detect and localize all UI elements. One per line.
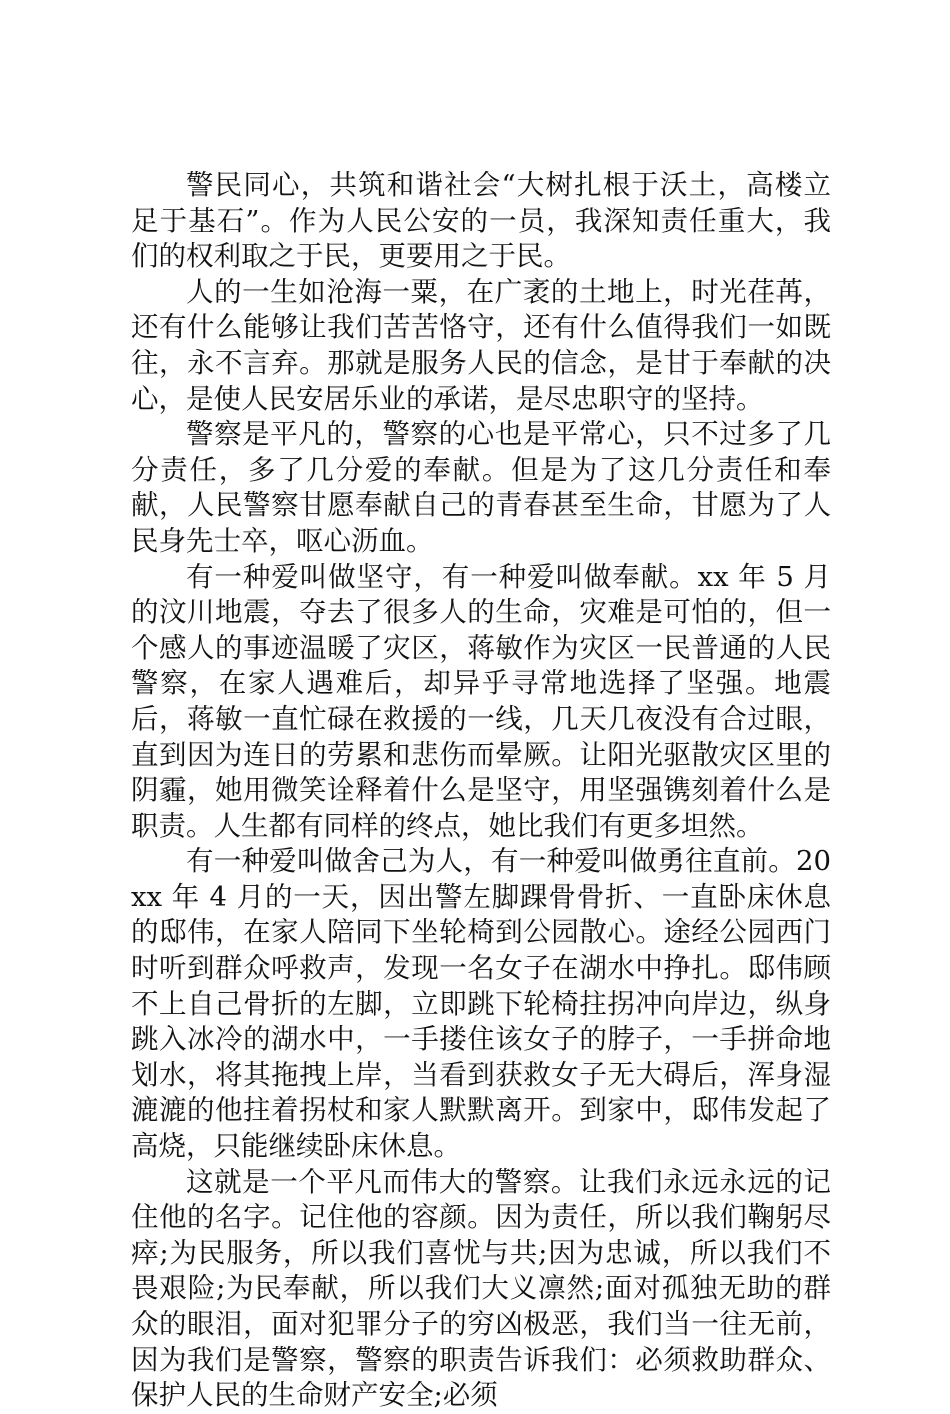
paragraph-5: 有一种爱叫做舍己为人，有一种爱叫做勇往直前。20xx 年 4 月的一天，因出警左脚踝骨骨折、一直卧床休息的邸伟，在家人陪同下坐轮椅到公园散心。途经公园西门时听到群众呼救声，发现一名女子在湖水中挣扎。邸伟顾不上自己骨折的左脚，立即跳下轮椅拄拐冲向岸边，纵身跳入冰冷的湖水中，一手搂住该女子的脖子，一手拼命地划水，将其拖拽上岸，当看到获救女子无大碍后，浑身湿漉漉的他拄着拐杖和家人默默离开。到家中，邸伟发起了高烧，只能继续卧床休息。 bbox=[131, 845, 831, 1163]
paragraph-2: 人的一生如沧海一粟，在广袤的土地上，时光荏苒，还有什么能够让我们苦苦恪守，还有什么值得我们一如既往，永不言弃。那就是服务人民的信念，是甘于奉献的决心，是使人民安居乐业的承诺，是尽忠职守的坚持。 bbox=[131, 275, 831, 415]
paragraph-6: 这就是一个平凡而伟大的警察。让我们永远永远的记住他的名字。记住他的容颜。因为责任，所以我们鞠躬尽瘁;为民服务，所以我们喜忧与共;因为忠诚，所以我们不畏艰险;为民奉献，所以我们大义凛然;面对孤独无助的群众的眼泪，面对犯罪分子的穷凶极恶，我们当一往无前，因为我们是警察，警察的职责告诉我们：必须救助群众、保护人民的生命财产安全;必须 bbox=[131, 1165, 831, 1412]
document-body bbox=[131, 168, 831, 1414]
paragraph-3: 警察是平凡的，警察的心也是平常心，只不过多了几分责任，多了几分爱的奉献。但是为了这几分责任和奉献，人民警察甘愿奉献自己的青春甚至生命，甘愿为了人民身先士卒，呕心沥血。 bbox=[131, 418, 831, 557]
paragraph-1: 警民同心，共筑和谐社会“大树扎根于沃土，高楼立足于基石”。作为人民公安的一员，我深知责任重大，我们的权利取之于民，更要用之于民。 bbox=[131, 169, 831, 273]
paragraph-4: 有一种爱叫做坚守，有一种爱叫做奉献。xx 年 5 月的汶川地震，夺去了很多人的生命，灾难是可怕的，但一个感人的事迹温暖了灾区，蒋敏作为灾区一民普通的人民警察，在家人遇难后，却异乎寻常地选择了坚强。地震后，蒋敏一直忙碌在救援的一线，几天几夜没有合过眼，直到因为连日的劳累和悲伤而晕厥。让阳光驱散灾区里的阴霾，她用微笑诠释着什么是坚守，用坚强镌刻着什么是职责。人生都有同样的终点，她比我们有更多坦然。 bbox=[131, 560, 831, 842]
